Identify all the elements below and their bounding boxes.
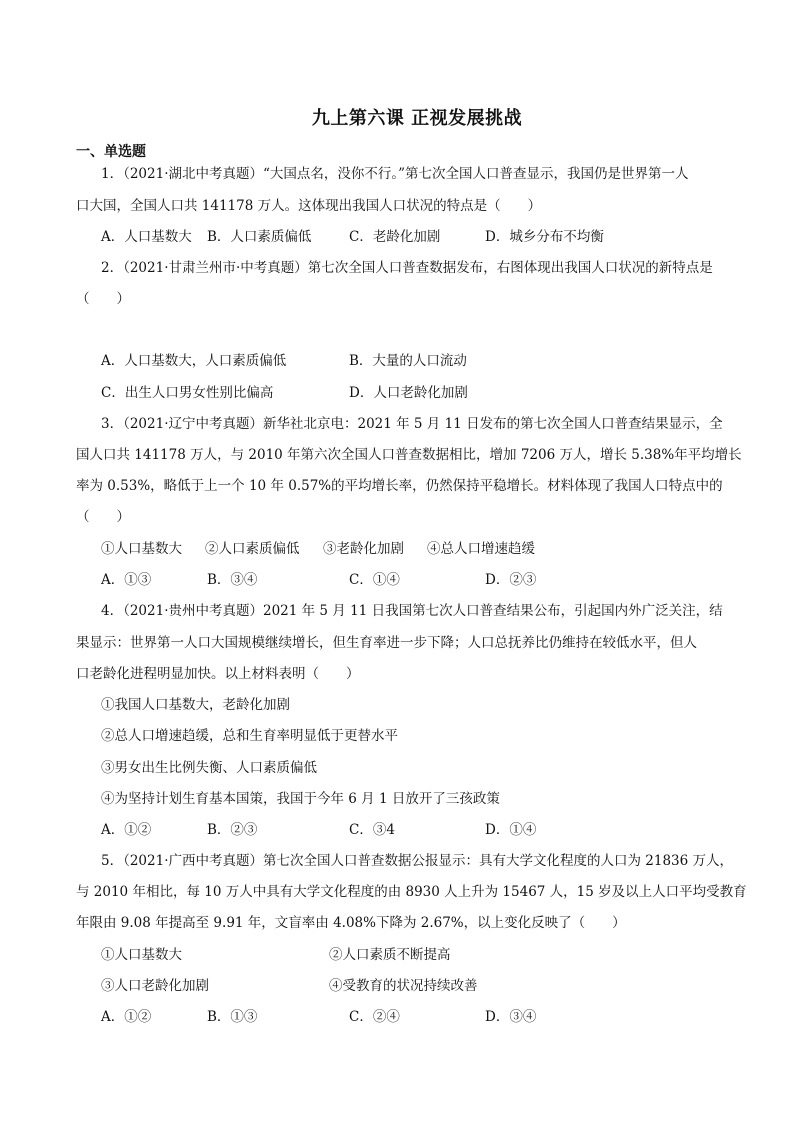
question-3-line-4: （ ） bbox=[76, 509, 130, 525]
question-4-statement-4: ④为坚持计划生育基本国策，我国于今年 6 月 1 日放开了三孩政策 bbox=[101, 791, 500, 807]
question-1-line-1: 1．（2021·湖北中考真题）“大国点名，没你不行。”第七次全国人口普查显示，我国仍是世界第一人 bbox=[101, 166, 689, 182]
question-2-option-b: B．大量的人口流动 bbox=[349, 353, 467, 369]
question-3-option-b: B．③④ bbox=[207, 572, 258, 588]
question-5-statement-3: ③人口老龄化加剧 bbox=[101, 978, 209, 994]
question-2-option-d: D．人口老龄化加剧 bbox=[349, 385, 468, 401]
document-title: 九上第六课 正视发展挑战 bbox=[311, 108, 523, 129]
question-4-option-c: C．③4 bbox=[349, 822, 395, 838]
question-2-option-a: A．人口基数大，人口素质偏低 bbox=[101, 353, 287, 369]
question-5-line-1: 5．（2021·广西中考真题）第七次全国人口普查数据公报显示：具有大学文化程度的人口为 21836 万人， bbox=[101, 853, 734, 869]
question-5-statement-2: ②人口素质不断提高 bbox=[329, 947, 451, 963]
question-5-line-3: 年限由 9.08 年提高至 9.91 年，文盲率由 4.08%下降为 2.67%，以上变化反映了（ ） bbox=[76, 915, 626, 931]
question-5-statement-4: ④受教育的状况持续改善 bbox=[329, 978, 478, 994]
question-4-line-2: 果显示：世界第一人口大国规模继续增长，但生育率进一步下降；人口总抚养比仍维持在较低水平，但人 bbox=[76, 635, 697, 651]
question-4-option-a: A．①② bbox=[101, 822, 152, 838]
question-4-line-3: 口老龄化进程明显加快。以上材料表明（ ） bbox=[76, 666, 360, 682]
question-3-statement-1: ①人口基数大 bbox=[101, 541, 182, 557]
question-5-option-d: D．③④ bbox=[485, 1009, 537, 1025]
question-1-line-2: 口大国，全国人口共 141178 万人。这体现出我国人口状况的特点是（ ） bbox=[76, 198, 542, 214]
question-3-line-1: 3．（2021·辽宁中考真题）新华社北京电：2021 年 5 月 11 日发布的第七次全国人口普查结果显示，全 bbox=[101, 416, 723, 432]
question-3-option-a: A．①③ bbox=[101, 572, 152, 588]
question-1-option-b: B．人口素质偏低 bbox=[207, 229, 312, 245]
question-3-line-2: 国人口共 141178 万人，与 2010 年第六次全国人口普查数据相比，增加 7206 万人，增长 5.38%年平均增长 bbox=[76, 447, 742, 463]
question-3-statement-4: ④总人口增速趋缓 bbox=[427, 541, 535, 557]
question-4-statement-1: ①我国人口基数大，老龄化加剧 bbox=[101, 697, 290, 713]
question-3-statement-2: ②人口素质偏低 bbox=[205, 541, 300, 557]
question-1-option-d: D．城乡分布不均衡 bbox=[485, 229, 604, 245]
question-3-option-d: D．②③ bbox=[485, 572, 537, 588]
question-3-line-3: 率为 0.53%，略低于上一个 10 年 0.57%的平均增长率，仍然保持平稳增长。材料体现了我国人口特点中的 bbox=[76, 478, 723, 494]
question-1-option-c: C．老龄化加剧 bbox=[349, 229, 441, 245]
question-3-option-c: C．①④ bbox=[349, 572, 400, 588]
question-5-option-b: B．①③ bbox=[207, 1009, 258, 1025]
question-5-option-a: A．①② bbox=[101, 1009, 152, 1025]
question-4-option-d: D．①④ bbox=[485, 822, 537, 838]
section-heading: 一、单选题 bbox=[76, 144, 146, 160]
question-2-line-2: （ ） bbox=[76, 291, 130, 307]
question-4-line-1: 4．（2021·贵州中考真题）2021 年 5 月 11 日我国第七次人口普查结果公布，引起国内外广泛关注，结 bbox=[101, 603, 723, 619]
question-5-option-c: C．②④ bbox=[349, 1009, 400, 1025]
question-1-option-a: A．人口基数大 bbox=[101, 229, 192, 245]
question-4-statement-3: ③男女出生比例失衡、人口素质偏低 bbox=[101, 760, 317, 776]
question-4-statement-2: ②总人口增速趋缓，总和生育率明显低于更替水平 bbox=[101, 728, 398, 744]
question-2-option-c: C．出生人口男女性别比偏高 bbox=[101, 385, 274, 401]
question-4-option-b: B．②③ bbox=[207, 822, 258, 838]
question-5-statement-1: ①人口基数大 bbox=[101, 947, 182, 963]
question-5-line-2: 与 2010 年相比，每 10 万人中具有大学文化程度的由 8930 人上升为 15467 人，15 岁及以上人口平均受教育 bbox=[76, 884, 747, 900]
question-3-statement-3: ③老龄化加剧 bbox=[323, 541, 404, 557]
question-2-line-1: 2．（2021·甘肃兰州市·中考真题）第七次全国人口普查数据发布，右图体现出我国人口状况的新特点是 bbox=[101, 260, 713, 276]
